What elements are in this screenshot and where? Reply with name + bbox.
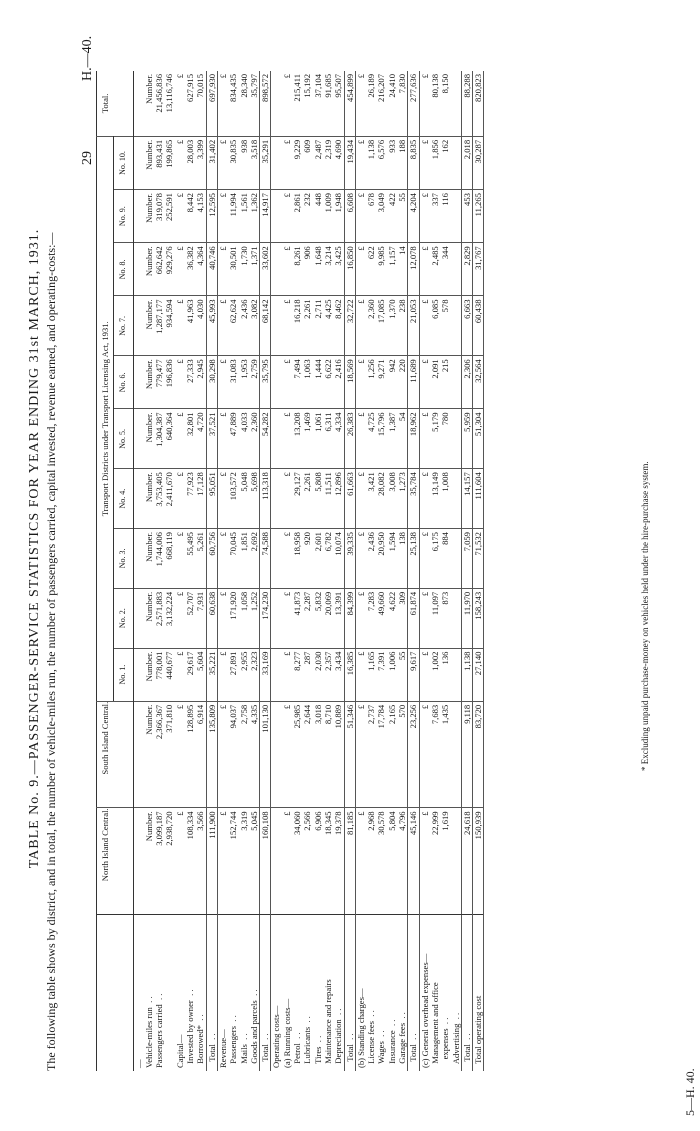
table-cell: £ 2,968 30,578 5,804 4,796 <box>355 808 407 915</box>
table-row <box>419 71 461 1071</box>
table-cell: £ 36,382 4,364 <box>175 243 206 296</box>
table-cell: 11,689 <box>408 356 419 409</box>
table-cell: 60,756 <box>206 529 217 589</box>
table-cell: 14,157 <box>461 469 472 529</box>
table-cell: 101,130 <box>260 701 271 808</box>
table-cell: £ 627,915 70,015 <box>174 74 206 102</box>
table-cell: 19,434 <box>344 136 355 189</box>
table-cell: £ 13,208 1,469 1,061 6,311 4,334 <box>271 409 344 469</box>
column-header: South Island Central. <box>97 701 134 808</box>
table-cell: 1,138 <box>461 648 472 701</box>
table-cell: £ 16,218 2,261 2,711 4,425 8,462 <box>271 296 344 356</box>
districts-group-header: Transport Districts under Transport Licensing Act, 1931. <box>97 136 114 701</box>
table-cell: 6,663 <box>461 296 472 356</box>
table-cell: £ 52,707 7,931 <box>175 588 206 648</box>
table-cell: 25,138 <box>408 529 419 589</box>
table-cell: £ 2,485 344 <box>419 243 461 296</box>
table-cell: 61,663 <box>344 469 355 529</box>
table-cell: 150,939 <box>473 808 484 915</box>
table-cell: 9,118 <box>461 701 472 808</box>
table-cell: £ 1,856 162 <box>419 136 461 189</box>
table-cell: 83,720 <box>473 701 484 808</box>
row-label: Total . . <box>260 915 271 1072</box>
column-header: No. 2. <box>114 588 133 648</box>
column-header: North Island Central. <box>97 808 134 915</box>
table-cell: £ 8,261 906 1,648 3,214 3,425 <box>271 243 344 296</box>
table-cell: £ 128,895 6,914 <box>175 701 206 808</box>
table-cell: 40,746 <box>206 243 217 296</box>
table-cell: £ 94,037 2,758 4,335 <box>217 701 259 808</box>
table-cell: 11,970 <box>461 588 472 648</box>
table-cell: £ 215,411 15,192 37,104 91,685 95,507 <box>281 74 344 102</box>
table-row <box>217 71 259 1071</box>
table-cell: 2,306 <box>461 356 472 409</box>
table-cell: £ 77,923 17,128 <box>175 469 206 529</box>
table-cell: 32,564 <box>473 356 484 409</box>
table-cell: 81,185 <box>344 808 355 915</box>
table-cell: 454,899 <box>344 71 355 136</box>
table-cell: 18,962 <box>408 409 419 469</box>
table-cell: £ 171,920 1,058 1,252 <box>217 588 259 648</box>
table-cell: 113,318 <box>260 469 271 529</box>
table-cell: 174,230 <box>260 588 271 648</box>
table-row <box>206 71 217 1071</box>
table-cell: £ 18,958 920 2,601 6,782 10,074 <box>271 529 344 589</box>
table-row <box>175 71 206 1071</box>
table-cell: 8,835 <box>408 136 419 189</box>
table-cell: £ 1,138 6,576 933 188 <box>355 136 407 189</box>
table-cell: 26,383 <box>344 409 355 469</box>
table-cell: 11,265 <box>473 190 484 243</box>
table-row <box>473 71 484 1071</box>
row-label: Revenue— Passengers . . Mails . . Goods and parcels . . <box>217 915 259 1072</box>
table-cell: 30,298 <box>206 356 217 409</box>
table-cell: 111,900 <box>206 808 217 915</box>
table-cell: £ 30,501 1,730 1,371 <box>217 243 259 296</box>
table-cell: 697,930 <box>206 71 217 136</box>
table-cell: £ 2,737 17,784 2,165 570 <box>355 701 407 808</box>
table-cell: £ 22,999 1,619 <box>419 808 461 915</box>
table-cell: 35,291 <box>260 136 271 189</box>
row-label: — <box>133 915 144 1072</box>
table-cell: 160,108 <box>260 808 271 915</box>
row-label: Capital— Invested by owner . . Borrowed* . . <box>175 915 206 1072</box>
table-cell: 12,595 <box>206 190 217 243</box>
table-cell: £ 28,003 3,399 <box>175 136 206 189</box>
table-cell: £ 7,283 49,660 4,622 309 <box>355 588 407 648</box>
table-row <box>408 71 419 1071</box>
table-cell: 453 <box>461 190 472 243</box>
table-cell: 51,304 <box>473 409 484 469</box>
table-cell: 135,809 <box>206 701 217 808</box>
table-cell: £ 2,360 17,085 1,370 238 <box>355 296 407 356</box>
table-cell: Number. 779,477 196,836 <box>144 356 175 409</box>
table-cell: £ 9,229 609 2,487 2,319 4,690 <box>271 136 344 189</box>
table-cell: £ 80,138 8,150 <box>419 74 451 98</box>
table-cell: £ 6,085 578 <box>419 296 461 356</box>
table-cell: £ 27,891 2,955 2,323 <box>217 648 259 701</box>
table-cell: £ 11,097 873 <box>419 588 461 648</box>
table-cell: 33,169 <box>260 648 271 701</box>
table-title: TABLE No. 9.—PASSENGER-SERVICE STATISTICS FOR YEAR ENDING 31st MARCH, 1931. <box>27 228 42 869</box>
table-row <box>461 71 472 1071</box>
table-cell: 84,399 <box>344 588 355 648</box>
table-cell: £ 1,256 9,271 942 220 <box>355 356 407 409</box>
table-cell: £ 7,494 1,063 1,444 6,622 2,416 <box>271 356 344 409</box>
table-cell <box>133 356 144 409</box>
table-cell: £ 41,873 2,287 5,832 20,069 13,391 <box>271 588 344 648</box>
table-cell: Number. 21,456,836 13,116,746 <box>143 74 175 113</box>
table-cell <box>133 808 144 915</box>
table-cell: 16,850 <box>344 243 355 296</box>
table-cell: £ 13,149 1,008 <box>419 469 461 529</box>
column-header: No. 8. <box>114 243 133 296</box>
table-cell: 9,617 <box>408 648 419 701</box>
table-cell: £ 1,002 136 <box>419 648 461 701</box>
table-cell: 2,829 <box>461 243 472 296</box>
table-cell: 88,288 <box>461 71 472 136</box>
sheet-reference: 5—H. 40. <box>683 1068 697 1116</box>
table-cell <box>133 136 144 189</box>
table-cell: Number. 1,287,177 934,594 <box>144 296 175 356</box>
table-cell <box>133 648 144 701</box>
table-cell: £ 2,436 20,950 1,594 138 <box>355 529 407 589</box>
table-cell: 60,638 <box>206 588 217 648</box>
table-cell: £ 3,421 28,082 3,008 1,273 <box>355 469 407 529</box>
table-cell: 7,059 <box>461 529 472 589</box>
table-cell: 68,142 <box>260 296 271 356</box>
table-cell: £ 4,725 15,796 1,387 54 <box>355 409 407 469</box>
table-cell: £ 11,994 1,561 1,362 <box>217 190 259 243</box>
row-label: Vehicle-miles run . . Passengers carried . . <box>144 915 175 1072</box>
table-cell: 16,385 <box>344 648 355 701</box>
column-header: No. 6. <box>114 356 133 409</box>
table-cell: 898,572 <box>260 71 271 136</box>
table-cell: £ 1,165 7,391 1,006 55 <box>355 648 407 701</box>
table-cell: £ 29,127 2,261 5,808 11,511 12,896 <box>271 469 344 529</box>
table-cell: 27,140 <box>473 648 484 701</box>
table-cell: 12,078 <box>408 243 419 296</box>
table-cell: £ 834,435 28,340 35,797 <box>217 74 259 102</box>
table-cell: 45,146 <box>408 808 419 915</box>
table-cell: 18,569 <box>344 356 355 409</box>
column-header: No. 1. <box>114 648 133 701</box>
table-cell <box>133 701 144 808</box>
table-cell: 31,402 <box>206 136 217 189</box>
table-body <box>133 71 484 1071</box>
footnote: * Excluding unpaid purchase-money on vehicles held under the hire-purchase system. <box>640 461 650 771</box>
table-cell: £ 8,277 287 2,030 2,357 3,434 <box>271 648 344 701</box>
table-cell: £ 55,495 5,261 <box>175 529 206 589</box>
table-cell <box>133 71 144 136</box>
row-label: (c) General overhead expenses— Management and office expenses . . Advertising . . <box>419 915 461 1072</box>
table-cell: £ 26,189 216,207 24,410 7,830 <box>355 74 408 102</box>
table-cell: 30,287 <box>473 136 484 189</box>
row-label: Total . . <box>206 915 217 1072</box>
table-cell <box>133 243 144 296</box>
table-row <box>260 71 271 1071</box>
table-cell: 35,784 <box>408 469 419 529</box>
table-cell: £ 27,333 2,945 <box>175 356 206 409</box>
column-header: No. 5. <box>114 409 133 469</box>
table-cell: Number. 1,744,006 668,119 <box>144 529 175 589</box>
report-reference: H.—40. <box>80 35 95 81</box>
row-label: Total . . <box>461 915 472 1072</box>
table-cell: 61,874 <box>408 588 419 648</box>
row-label: Total . . <box>408 915 419 1072</box>
table-cell: £ 47,889 4,033 2,360 <box>217 409 259 469</box>
intro-text: The following table shows by district, and in total, the number of vehicle-miles run, the number of passengers carried, capital invested, revenue earned, and operating-costs:— <box>44 232 58 1071</box>
table-row <box>144 71 175 1071</box>
table-cell: 820,823 <box>473 71 484 136</box>
table-cell: Number. 778,001 440,677 <box>144 648 175 701</box>
statistics-table <box>96 71 484 1071</box>
column-header: No. 9. <box>114 190 133 243</box>
table-cell: £ 2,861 232 448 1,009 1,948 <box>271 190 344 243</box>
table-cell: Number. 2,366,367 371,810 <box>144 701 175 808</box>
table-cell: £ 32,801 4,720 <box>175 409 206 469</box>
table-cell: 32,722 <box>344 296 355 356</box>
table-cell: 158,243 <box>473 588 484 648</box>
table-cell: 35,795 <box>260 356 271 409</box>
table-cell <box>133 588 144 648</box>
table-cell: 33,602 <box>260 243 271 296</box>
table-cell: £ 152,744 3,319 5,045 <box>217 808 259 915</box>
table-cell: 277,636 <box>408 71 419 136</box>
table-cell: £ 103,572 5,048 5,698 <box>217 469 259 529</box>
table-cell: £ 622 9,985 1,157 14 <box>355 243 407 296</box>
table-cell: 45,993 <box>206 296 217 356</box>
column-header: No. 10. <box>114 136 133 189</box>
table-cell: Number. 893,431 199,865 <box>144 136 175 189</box>
table-cell: £ 678 3,049 422 55 <box>355 190 407 243</box>
table-cell: 54,282 <box>260 409 271 469</box>
table-cell: £ 70,045 1,851 2,692 <box>217 529 259 589</box>
table-cell: Number. 2,571,883 3,132,224 <box>144 588 175 648</box>
table-cell: 31,767 <box>473 243 484 296</box>
table-cell: Number. 3,099,187 2,938,720 <box>144 808 175 915</box>
table-cell: £ 25,985 2,644 3,018 8,710 10,889 <box>271 701 344 808</box>
table-cell: £ 8,442 4,153 <box>175 190 206 243</box>
table-cell <box>133 190 144 243</box>
table-cell <box>133 409 144 469</box>
table-cell: Number. 3,753,405 2,411,670 <box>144 469 175 529</box>
table-cell: £ 29,617 5,604 <box>175 648 206 701</box>
table-cell: Number. 319,078 252,591 <box>144 190 175 243</box>
table-cell: 74,588 <box>260 529 271 589</box>
table-cell: 23,256 <box>408 701 419 808</box>
row-label: Total operating cost <box>473 915 484 1072</box>
table-cell: 71,532 <box>473 529 484 589</box>
table-row <box>133 71 144 1071</box>
table-cell: 2,018 <box>461 136 472 189</box>
column-header: No. 3. <box>114 529 133 589</box>
table-cell: £ 31,083 1,953 2,759 <box>217 356 259 409</box>
column-header: No. 4. <box>114 469 133 529</box>
table-cell: £ 2,091 215 <box>419 356 461 409</box>
table-cell <box>133 296 144 356</box>
table-cell: 35,221 <box>206 648 217 701</box>
table-cell: 95,051 <box>206 469 217 529</box>
table-cell: £ 41,963 4,030 <box>175 296 206 356</box>
table-row <box>271 71 344 1071</box>
row-label: Total . . <box>344 915 355 1072</box>
table-cell: 14,917 <box>260 190 271 243</box>
table-cell <box>133 469 144 529</box>
table-cell: 4,204 <box>408 190 419 243</box>
table-cell: £ 5,179 780 <box>419 409 461 469</box>
column-header: Total. <box>97 71 134 136</box>
table-cell: £ 30,835 938 3,518 <box>217 136 259 189</box>
table-cell: 51,346 <box>344 701 355 808</box>
table-cell: £ 6,175 884 <box>419 529 461 589</box>
table-cell: £ 7,683 1,435 <box>419 701 461 808</box>
table-cell: 24,618 <box>461 808 472 915</box>
column-header: No. 7. <box>114 296 133 356</box>
table-cell: 5,959 <box>461 409 472 469</box>
table-cell: 60,438 <box>473 296 484 356</box>
table-cell: 6,608 <box>344 190 355 243</box>
row-label: (b) Standing charges— License fees . . Wages . . Insurance . . Garage fees . . <box>355 915 407 1072</box>
table-cell: Number. 1,304,387 640,364 <box>144 409 175 469</box>
table-cell: £ 108,334 3,566 <box>175 808 206 915</box>
table-cell: 37,521 <box>206 409 217 469</box>
table-cell: 39,335 <box>344 529 355 589</box>
table-row <box>344 71 355 1071</box>
table-cell: £ 34,060 2,566 6,906 18,345 19,378 <box>271 808 344 915</box>
table-cell: £ 62,624 2,436 3,082 <box>217 296 259 356</box>
table-row <box>355 71 407 1071</box>
table-cell <box>133 529 144 589</box>
table-cell: £ 337 116 <box>419 190 461 243</box>
table-cell: Number. 662,642 929,276 <box>144 243 175 296</box>
row-label: Operating costs— (a) Running costs— Petrol . . Lubricants . . Tires . . Maintenance and repairs Depreciation . . <box>271 915 344 1072</box>
table-cell: 111,604 <box>473 469 484 529</box>
header-blank <box>97 915 134 1072</box>
table-cell: 21,053 <box>408 296 419 356</box>
page-number: 29 <box>80 151 95 165</box>
